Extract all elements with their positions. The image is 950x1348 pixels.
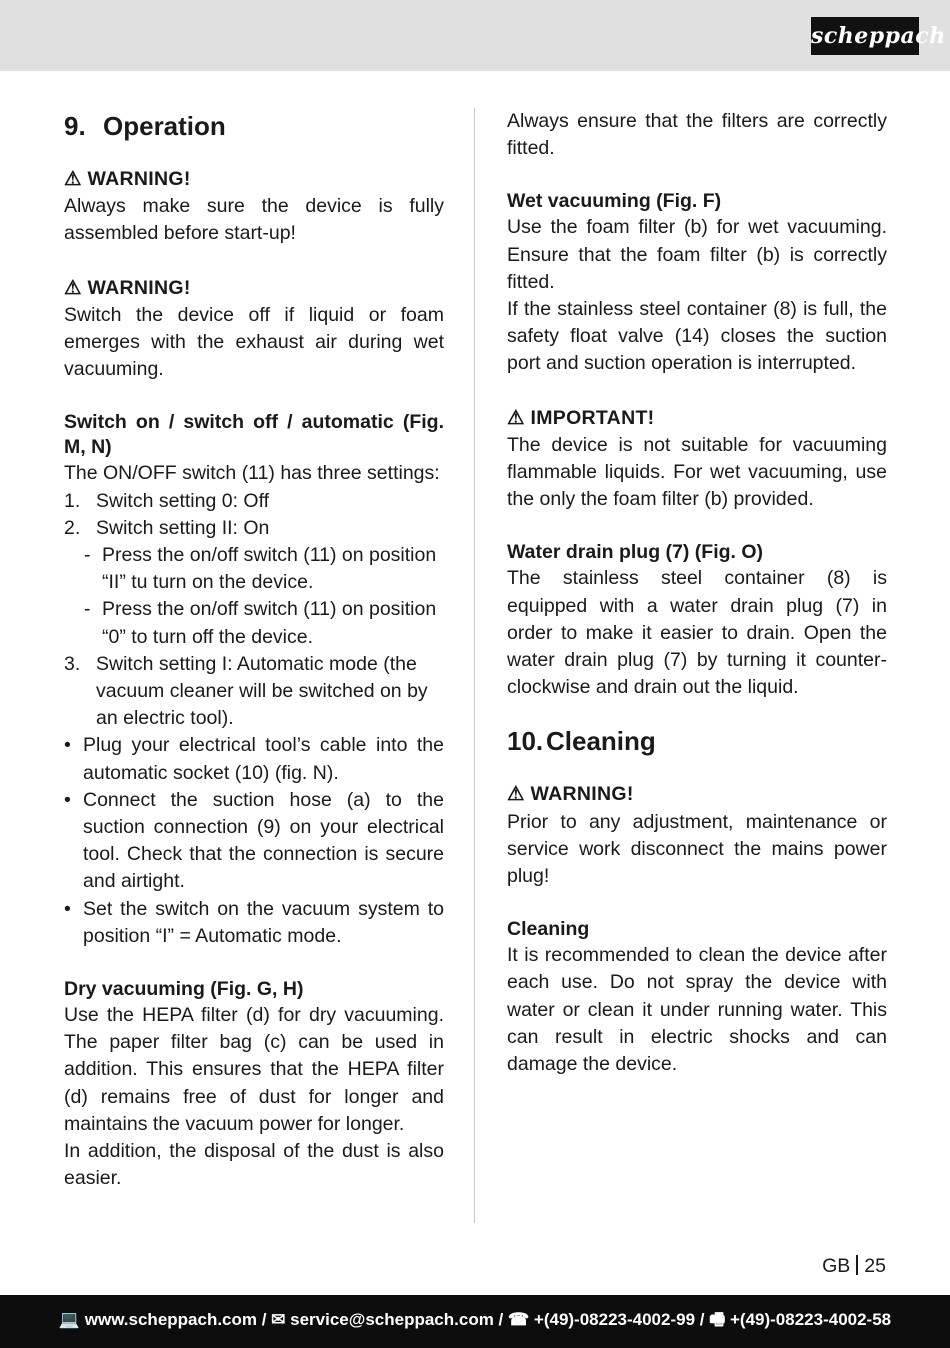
important-label: ⚠ IMPORTANT! <box>507 406 655 429</box>
dash-item <box>64 542 444 596</box>
page-number-value: 25 <box>864 1255 886 1277</box>
dash-mark: - <box>84 598 91 621</box>
section-title: Cleaning <box>546 726 656 757</box>
list-number: 2. <box>64 516 81 539</box>
separator-bar <box>856 1255 858 1275</box>
scheppach-logo: scheppach <box>811 17 919 55</box>
list-item <box>64 488 444 515</box>
warning-label: ⚠ WARNING! <box>64 276 191 299</box>
paragraph: The stainless steel container (8) is equipped with a water drain plug (7) in order to make it easier to drain. Open the water drain plug (7) by turning it counter-clockwise and drain out the liquid. <box>507 567 887 699</box>
bullet-mark: • <box>64 734 71 757</box>
column-divider <box>474 108 475 1223</box>
warning-text: Prior to any adjustment, maintenance or service work disconnect the mains power plug! <box>507 810 887 888</box>
section-number: 9. <box>64 111 86 141</box>
paragraph: Always ensure that the filters are correctly fitted. <box>507 110 887 160</box>
list-text: Switch setting 0: Off <box>96 489 270 512</box>
bullet-mark: • <box>64 788 71 811</box>
warning-label: ⚠ WARNING! <box>507 783 634 806</box>
dash-text: Press the on/off switch (11) on position “II” tu turn on the device. <box>102 544 437 594</box>
paragraph: In addition, the disposal of the dust is also easier. <box>64 1140 444 1190</box>
page-footer <box>0 1295 950 1348</box>
bullet-text: Set the switch on the vacuum system to position “I” = Automatic mode. <box>83 897 444 947</box>
bullet-mark: • <box>64 897 71 920</box>
list-number: 3. <box>64 652 81 675</box>
list-number: 1. <box>64 489 81 512</box>
bullet-item <box>64 896 444 950</box>
subheading-water-drain: Water drain plug (7) (Fig. O) <box>507 541 764 564</box>
bullet-text: Connect the suction hose (a) to the suction connection (9) on your electrical tool. Check that the connection is secure and airtight. <box>83 788 444 893</box>
paragraph: It is recommended to clean the device after each use. Do not spray the device with water or clean it under running water. This can result in electric shocks and can damage the device. <box>507 944 887 1076</box>
section-title: Operation <box>103 111 226 141</box>
warning-text: Always make sure the device is fully assembled before start-up! <box>64 195 444 245</box>
warning-text: Switch the device off if liquid or foam emerges with the exhaust air during wet vacuuming. <box>64 303 444 381</box>
list-item <box>64 651 444 733</box>
section-number: 10. <box>507 726 544 757</box>
subheading-cleaning: Cleaning <box>507 918 590 941</box>
subheading-wet-vacuuming: Wet vacuuming (Fig. F) <box>507 190 722 213</box>
paragraph: The ON/OFF switch (11) has three settings: <box>64 462 440 485</box>
footer-contact-line: 💻 www.scheppach.com / ✉ service@scheppach.com / ☎ +(49)-08223-4002-99 / 🖷 +(49)-08223-4002-58 <box>58 1310 892 1329</box>
section-heading-operation <box>64 108 444 144</box>
right-column <box>507 108 887 1078</box>
page-header <box>0 0 950 71</box>
warning-label: ⚠ WARNING! <box>64 168 191 190</box>
section-heading-cleaning <box>507 723 887 759</box>
left-column <box>64 108 444 1193</box>
subheading-dry-vacuuming: Dry vacuuming (Fig. G, H) <box>64 978 304 1001</box>
page-number <box>822 1255 886 1278</box>
list-text: Switch setting II: On <box>96 516 270 539</box>
paragraph: Use the foam filter (b) for wet vacuuming. Ensure that the foam filter (b) is correctly fitted. <box>507 216 887 293</box>
important-text: The device is not suitable for vacuuming flammable liquids. For wet vacuuming, use the only the foam filter (b) provided. <box>507 433 887 511</box>
bullet-item <box>64 787 444 896</box>
bullet-item <box>64 732 444 786</box>
language-code: GB <box>822 1255 851 1277</box>
list-item <box>64 515 444 542</box>
bullet-text: Plug your electrical tool’s cable into the automatic socket (10) (fig. N). <box>83 734 444 784</box>
subheading-switch: Switch on / switch off / automatic (Fig. M, N) <box>64 411 444 459</box>
dash-text: Press the on/off switch (11) on position “0” to turn off the device. <box>102 598 437 648</box>
dash-item <box>64 596 444 650</box>
paragraph: Use the HEPA filter (d) for dry vacuuming. The paper filter bag (c) can be used in addition. This ensures that the HEPA filter (d) remains free of dust for longer and maintains the vacuum power for longer. <box>64 1004 444 1135</box>
dash-mark: - <box>84 544 91 567</box>
list-text: Switch setting I: Automatic mode (the vacuum cleaner will be switched on by an electric tool). <box>96 652 428 730</box>
paragraph: If the stainless steel container (8) is full, the safety float valve (14) closes the suction port and suction operation is interrupted. <box>507 298 887 375</box>
